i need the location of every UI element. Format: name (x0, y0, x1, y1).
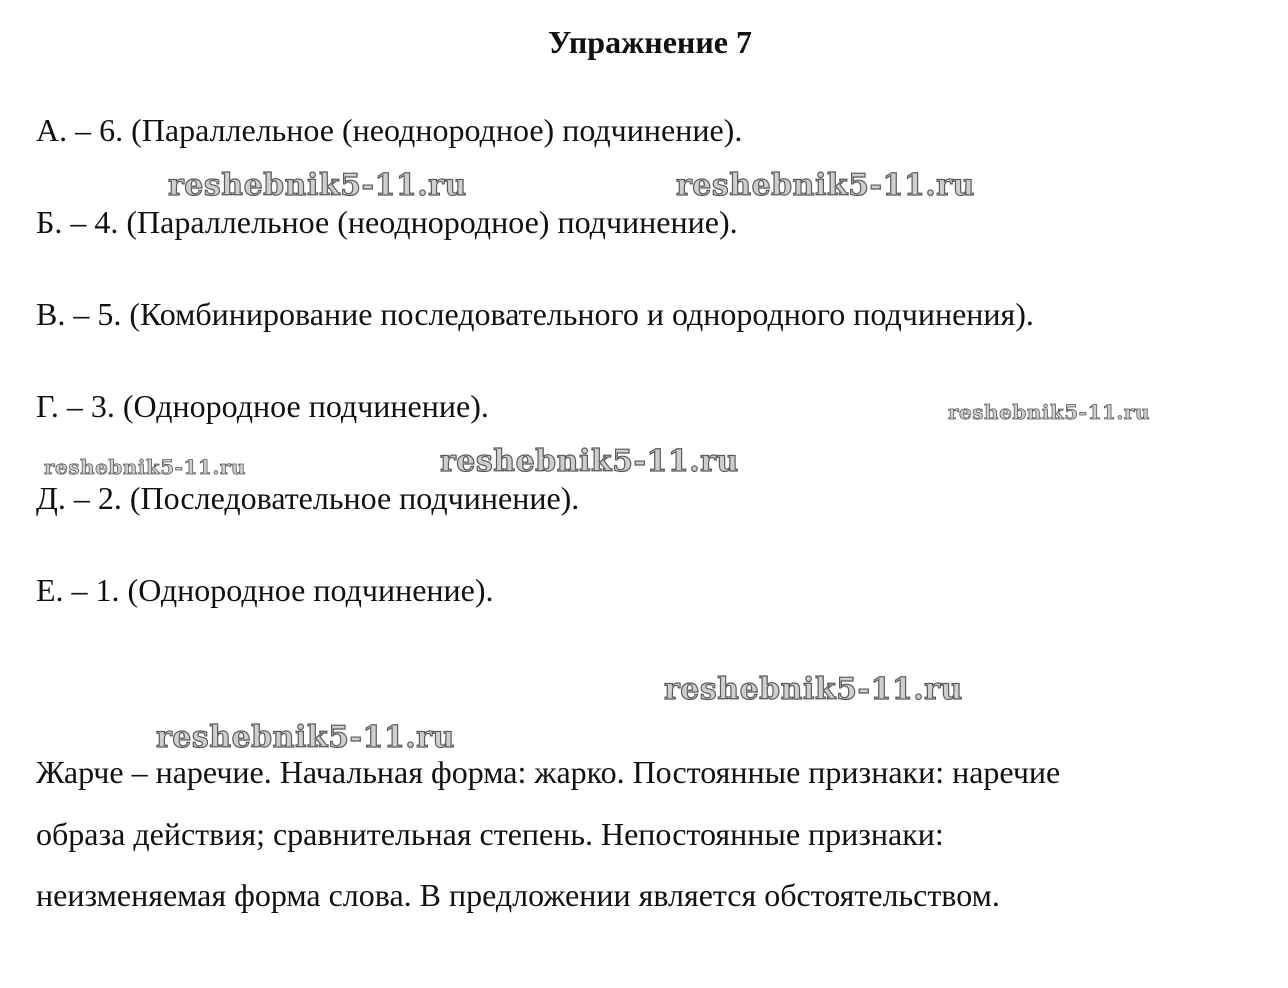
watermark: reshebnik5-11.ru (168, 168, 467, 203)
answer-d: Д. – 2. (Последовательное подчинение). (36, 480, 580, 516)
answer-g: Г. – 3. (Однородное подчинение). (36, 388, 489, 424)
watermark: reshebnik5-11.ru (44, 455, 246, 479)
answer-a: А. – 6. (Параллельное (неоднородное) подчинение). (36, 112, 743, 148)
watermark: reshebnik5-11.ru (440, 444, 739, 479)
analysis-line-1: Жарче – наречие. Начальная форма: жарко. Постоянные признаки: наречие (36, 754, 1061, 790)
watermark: reshebnik5-11.ru (676, 168, 975, 203)
analysis-line-3: неизменяемая форма слова. В предложении является обстоятельством. (36, 877, 1000, 913)
answer-e: Е. – 1. (Однородное подчинение). (36, 572, 494, 608)
answer-v: В. – 5. (Комбинирование последовательного и однородного подчинения). (36, 296, 1034, 332)
analysis-line-2: образа действия; сравнительная степень. Непостоянные признаки: (36, 816, 944, 852)
watermark: reshebnik5-11.ru (948, 400, 1150, 424)
page-title: Упражнение 7 (547, 24, 752, 60)
watermark: reshebnik5-11.ru (156, 720, 455, 755)
watermark: reshebnik5-11.ru (664, 672, 963, 707)
answer-b: Б. – 4. (Параллельное (неоднородное) подчинение). (36, 204, 738, 240)
